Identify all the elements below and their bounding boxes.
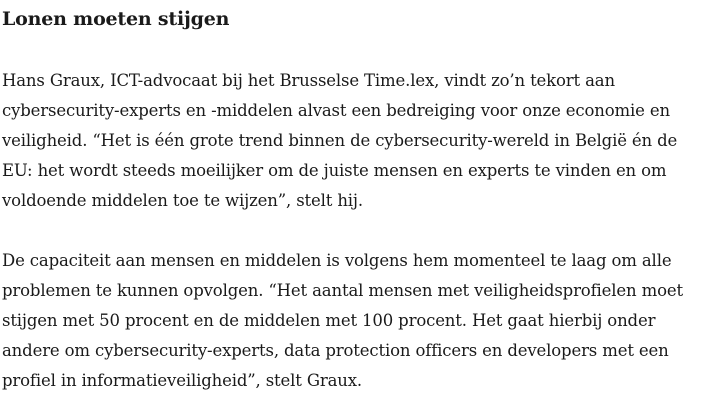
article-paragraph-1: Hans Graux, ICT-advocaat bij het Brusselse Time.lex, vindt zo’n tekort aan cybersecurity-experts en -middelen alvast een bedreiging voor onze economie en veiligheid. “Het is één grote trend binnen de cybersecurity-wereld in België én de EU: het wordt steeds moeilijker om de juiste mensen en experts te vinden en om voldoende middelen toe te wijzen”, stelt hij.: [2, 71, 678, 210]
article-heading: Lonen moeten stijgen: [2, 8, 230, 30]
article-paragraph-2: De capaciteit aan mensen en middelen is volgens hem momenteel te laag om alle problemen te kunnen opvolgen. “Het aantal mensen met veiligheidsprofielen moet stijgen met 50 procent en de middelen met 100 procent. Het gaat hierbij onder andere om cybersecurity-experts, data protection officers en developers met een profiel in informatieveiligheid”, stelt Graux.: [2, 251, 683, 390]
